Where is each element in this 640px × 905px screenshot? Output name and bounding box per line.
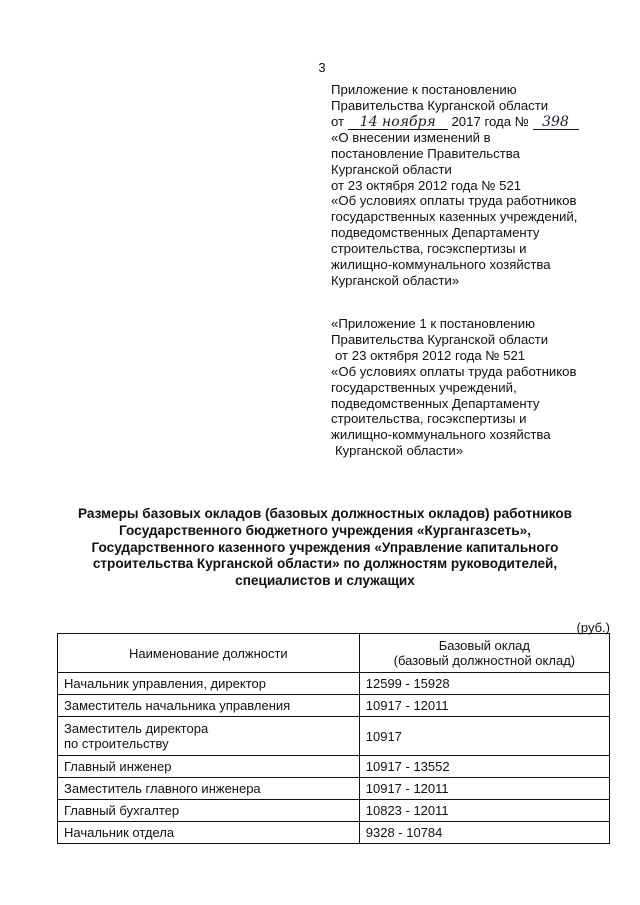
title-line: специалистов и служащих — [235, 573, 415, 589]
position-line: Заместитель директора — [64, 721, 209, 736]
salary-cell: 12599 - 15928 — [359, 673, 609, 695]
appendix-1-line: от 23 октября 2012 года № 521 — [335, 347, 526, 363]
date-prefix: от — [331, 113, 345, 129]
salary-cell: 10823 - 12011 — [359, 800, 609, 822]
header-position: Наименование должности — [58, 634, 360, 673]
table-row — [58, 778, 610, 800]
position-cell: Главный бухгалтер — [58, 800, 360, 822]
position-cell: Главный инженер — [58, 756, 360, 778]
appendix-header-line: государственных казенных учреждений, — [331, 209, 578, 225]
position-cell — [58, 717, 360, 756]
appendix-header-line: от 23 октября 2012 года № 521 — [331, 177, 522, 193]
salary-cell: 10917 - 13552 — [359, 756, 609, 778]
title-line: Размеры базовых окладов (базовых должностных окладов) работников — [77, 506, 573, 521]
year-text: 2017 года № — [451, 113, 529, 129]
table-row — [58, 800, 610, 822]
salary-cell: 10917 — [359, 717, 609, 756]
table-row — [58, 822, 610, 844]
appendix-1-line: подведомственных Департаменту — [331, 395, 540, 411]
currency-note: (руб.) — [576, 620, 610, 635]
appendix-1-block — [331, 316, 621, 459]
title-line: Государственного бюджетного учреждения «Кургангазсеть», — [118, 522, 531, 538]
table-row — [58, 717, 610, 756]
title-line: Государственного казенного учреждения «Управление капитального — [91, 539, 559, 555]
title-line: строительства Курганской области» по должностям руководителей, — [92, 556, 558, 572]
position-cell: Начальник отдела — [58, 822, 360, 844]
salary-table — [57, 633, 610, 844]
appendix-header-line: Правительства Курганской области — [331, 97, 549, 113]
salary-cell: 10917 - 12011 — [359, 695, 609, 717]
header-salary-line: Базовый оклад — [438, 638, 530, 653]
position-cell: Начальник управления, директор — [58, 673, 360, 695]
header-salary-line: (базовый должностной оклад) — [393, 653, 576, 668]
position-line: по строительству — [64, 736, 169, 751]
appendix-header-line: строительства, госэкспертизы и — [331, 241, 527, 257]
appendix-1-line: государственных учреждений, — [331, 379, 517, 395]
appendix-1-line: Правительства Курганской области — [331, 331, 549, 347]
page-number: 3 — [318, 60, 326, 75]
table-row — [58, 673, 610, 695]
appendix-1-line: жилищно-коммунального хозяйства — [331, 427, 551, 443]
handwritten-number: 398 — [533, 116, 579, 130]
position-cell: Заместитель начальника управления — [58, 695, 360, 717]
appendix-header-line: Курганской области — [331, 161, 452, 177]
position-cell: Заместитель главного инженера — [58, 778, 360, 800]
appendix-header-line: жилищно-коммунального хозяйства — [331, 257, 551, 273]
appendix-header-line: подведомственных Департаменту — [331, 225, 540, 241]
appendix-header — [331, 82, 621, 289]
table-header-row — [58, 634, 610, 673]
appendix-header-line: «О внесении изменений в — [331, 129, 491, 145]
appendix-header-line: Приложение к постановлению — [331, 82, 517, 97]
appendix-1-line: строительства, госэкспертизы и — [331, 411, 527, 427]
salary-cell: 9328 - 10784 — [359, 822, 609, 844]
appendix-1-line: «Приложение 1 к постановлению — [331, 316, 535, 331]
appendix-header-line: Курганской области» — [331, 272, 460, 288]
table-row — [58, 756, 610, 778]
appendix-date-line — [331, 114, 621, 130]
salary-cell: 10917 - 12011 — [359, 778, 609, 800]
appendix-1-line: «Об условиях оплаты труда работников — [331, 363, 577, 379]
appendix-header-line: «Об условиях оплаты труда работников — [331, 193, 577, 209]
document-title — [40, 506, 610, 590]
table-row — [58, 695, 610, 717]
handwritten-date: 14 ноября — [348, 116, 448, 130]
header-salary — [359, 634, 609, 673]
appendix-header-line: постановление Правительства — [331, 145, 520, 161]
appendix-1-line: Курганской области» — [335, 443, 464, 459]
